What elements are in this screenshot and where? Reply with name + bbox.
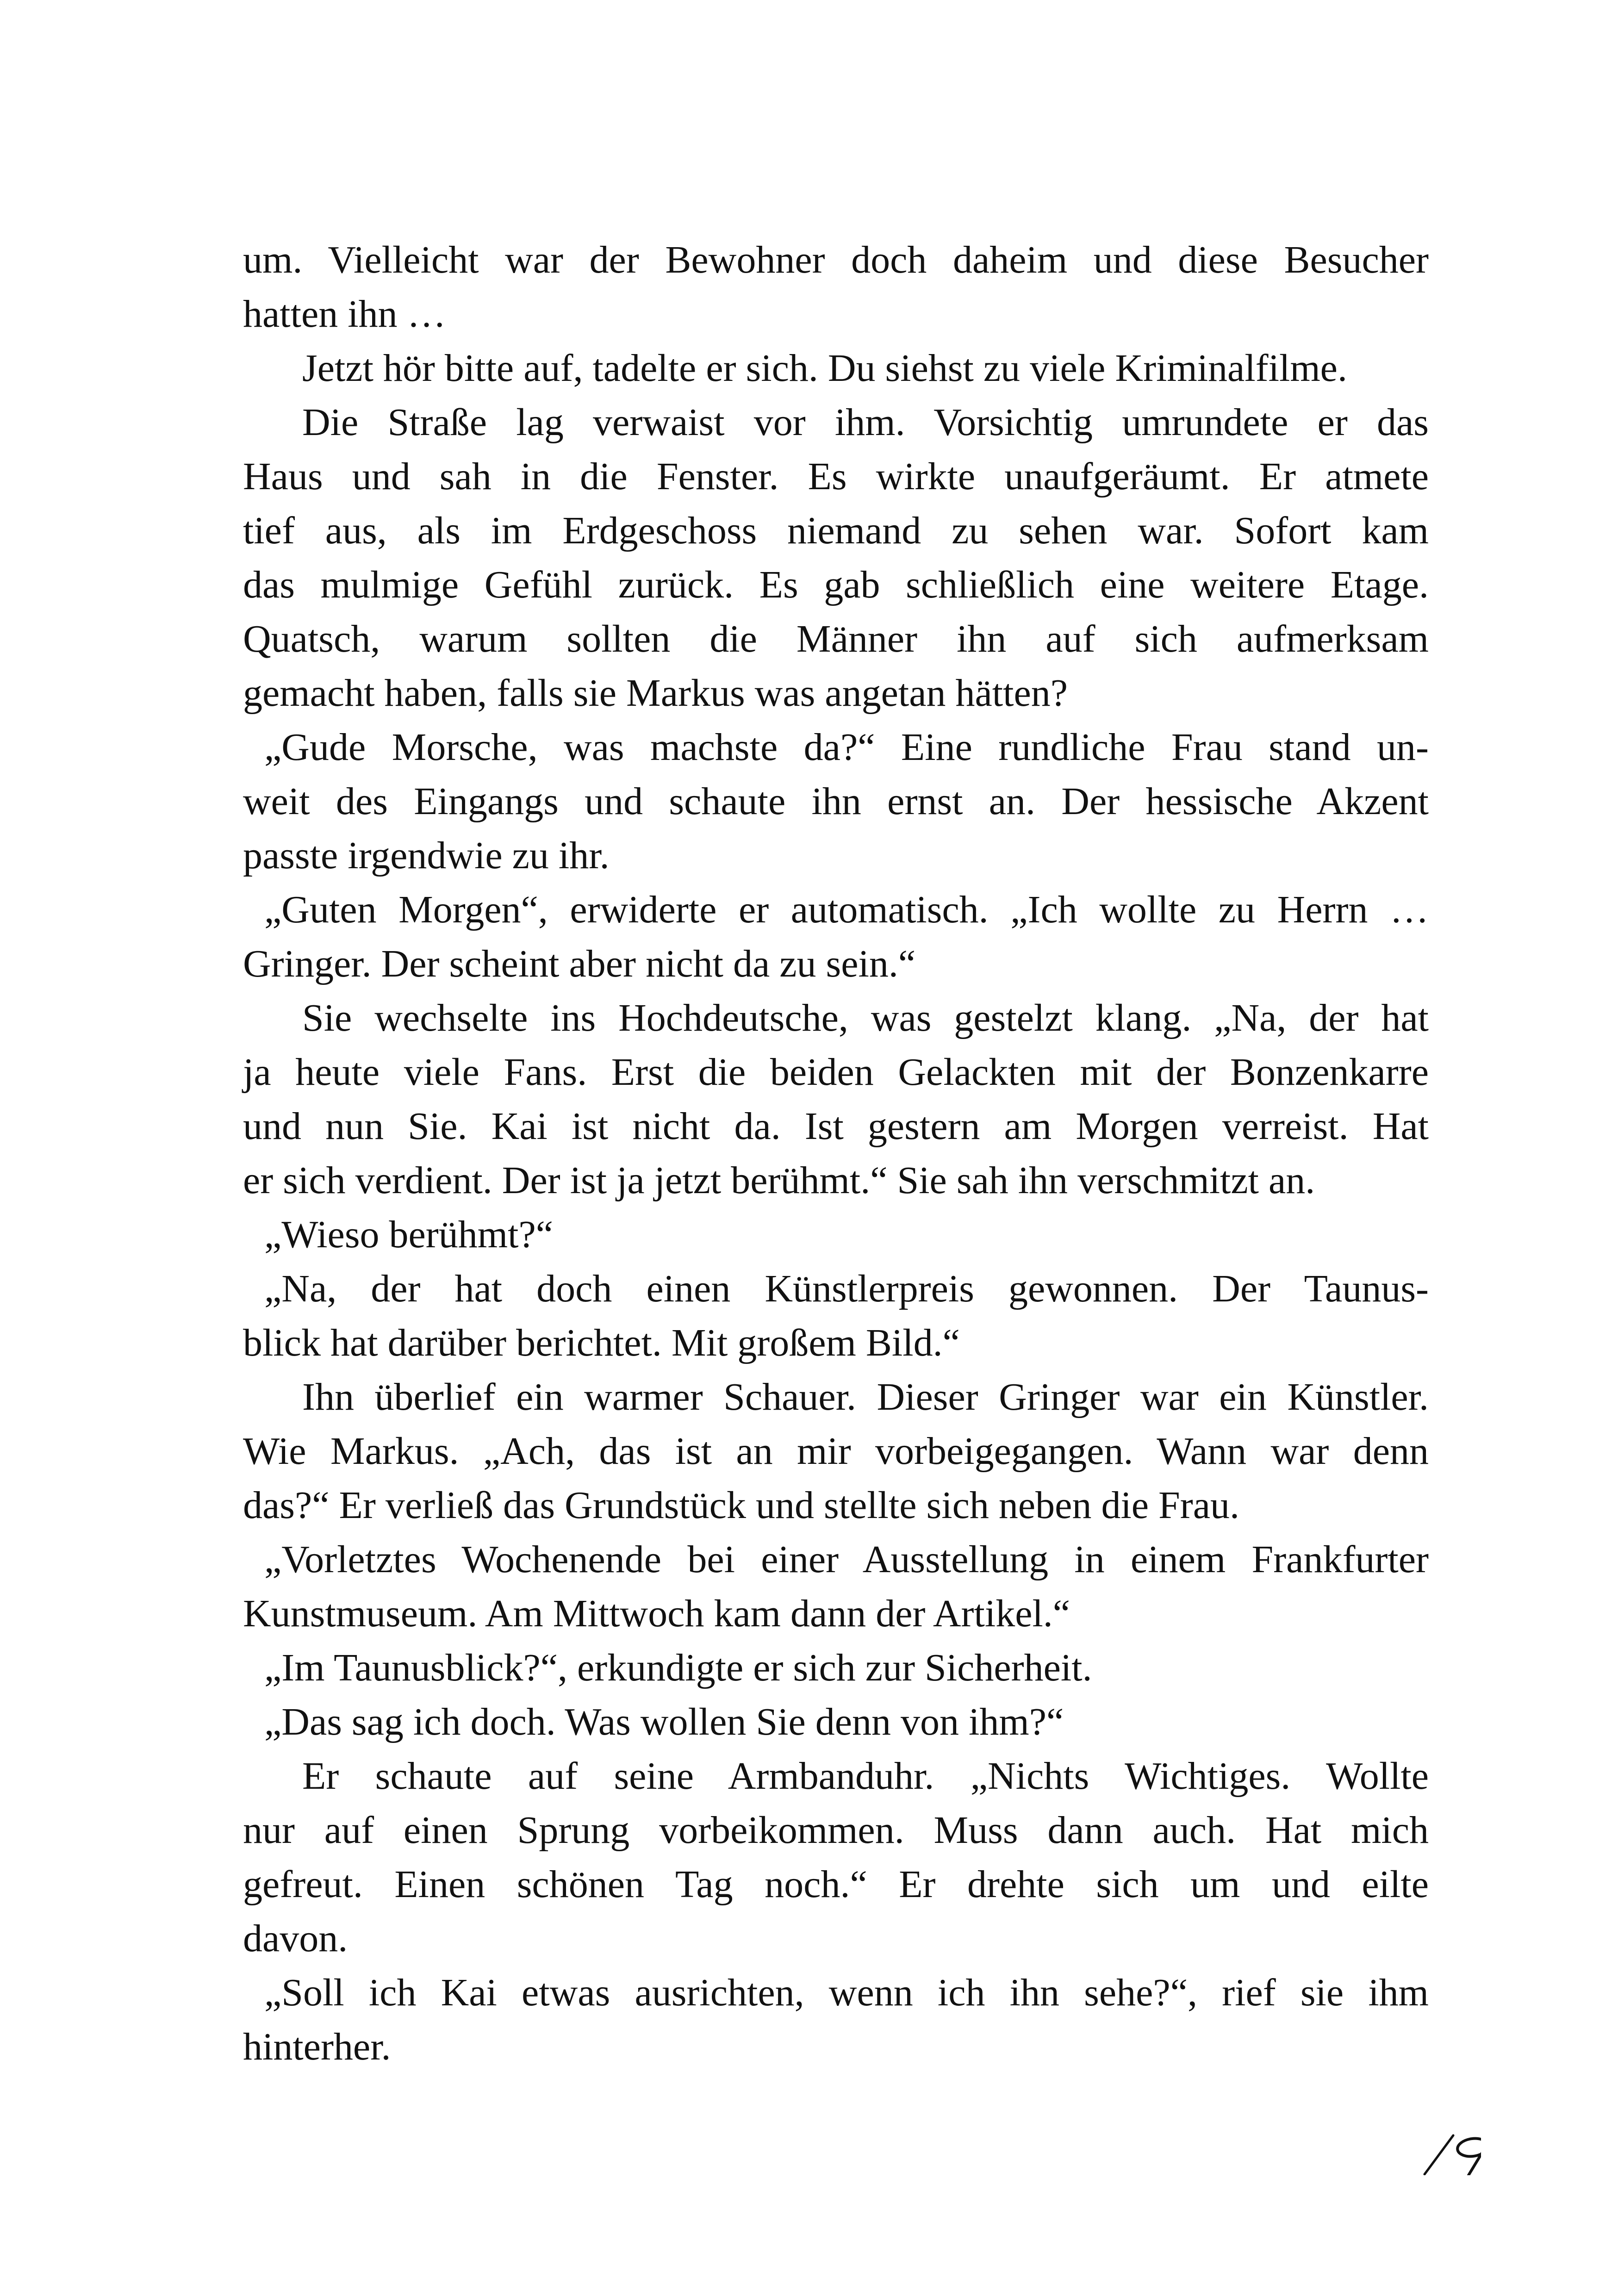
- paragraph: [243, 720, 1429, 883]
- text-line: nur auf einen Sprung vorbeikommen. Muss dann auch. Hat mich: [243, 1809, 1429, 1852]
- text-line: Wie Markus. „Ach, das ist an mir vorbeigegangen. Wann war denn: [243, 1430, 1429, 1473]
- text-line: „Gude Morsche, was machste da?“ Eine rundliche Frau stand un-: [264, 726, 1429, 769]
- paragraph: [243, 1749, 1429, 1966]
- text-line: ja heute viele Fans. Erst die beiden Gelackten mit der Bonzenkarre: [243, 1051, 1429, 1094]
- text-line: er sich verdient. Der ist ja jetzt berühmt.“ Sie sah ihn verschmitzt an.: [243, 1159, 1315, 1202]
- text-line: das?“ Er verließ das Grundstück und stellte sich neben die Frau.: [243, 1484, 1240, 1527]
- page-number-handwritten: [1416, 2124, 1481, 2175]
- text-line: „Vorletztes Wochenende bei einer Ausstellung in einem Frankfurter: [264, 1538, 1429, 1581]
- text-line: Er schaute auf seine Armbanduhr. „Nichts Wichtiges. Wollte: [302, 1755, 1429, 1798]
- paragraph: [243, 1370, 1429, 1532]
- text-line: Jetzt hör bitte auf, tadelte er sich. Du siehst zu viele Kriminalfilme.: [302, 347, 1347, 390]
- paragraph: [243, 1532, 1429, 1641]
- text-line: gefreut. Einen schönen Tag noch.“ Er drehte sich um und eilte: [243, 1863, 1429, 1906]
- text-line: Die Straße lag verwaist vor ihm. Vorsichtig umrundete er das: [302, 401, 1429, 444]
- paragraph: [243, 1966, 1429, 2074]
- paragraph: [243, 1695, 1429, 1749]
- text-line: „Soll ich Kai etwas ausrichten, wenn ich ihn sehe?“, rief sie ihm: [264, 1971, 1429, 2014]
- text-line: Ihn überlief ein warmer Schauer. Dieser Gringer war ein Künstler.: [302, 1375, 1429, 1419]
- text-line: weit des Eingangs und schaute ihn ernst an. Der hessische Akzent: [243, 780, 1429, 823]
- paragraph: [243, 233, 1429, 341]
- text-line: „Das sag ich doch. Was wollen Sie denn von ihm?“: [264, 1700, 1064, 1743]
- text-line: Gringer. Der scheint aber nicht da zu sein.“: [243, 942, 916, 985]
- paragraph: [243, 991, 1429, 1207]
- body-text: [243, 233, 1429, 2074]
- text-line: und nun Sie. Kai ist nicht da. Ist gestern am Morgen verreist. Hat: [243, 1105, 1429, 1148]
- text-line: davon.: [243, 1917, 348, 1960]
- text-line: „Na, der hat doch einen Künstlerpreis gewonnen. Der Taunus-: [264, 1267, 1429, 1310]
- text-line: blick hat darüber berichtet. Mit großem Bild.“: [243, 1321, 960, 1364]
- text-line: Quatsch, warum sollten die Männer ihn auf sich aufmerksam: [243, 617, 1429, 660]
- text-line: „Guten Morgen“, erwiderte er automatisch. „Ich wollte zu Herrn …: [264, 888, 1429, 931]
- text-line: hinterher.: [243, 2025, 391, 2068]
- text-line: Haus und sah in die Fenster. Es wirkte unaufgeräumt. Er atmete: [243, 455, 1429, 498]
- text-line: Kunstmuseum. Am Mittwoch kam dann der Artikel.“: [243, 1592, 1070, 1635]
- text-line: passte irgendwie zu ihr.: [243, 834, 610, 877]
- text-line: „Wieso berühmt?“: [264, 1213, 554, 1256]
- paragraph: [243, 1207, 1429, 1262]
- text-line: das mulmige Gefühl zurück. Es gab schließlich eine weitere Etage.: [243, 563, 1429, 606]
- text-line: tief aus, als im Erdgeschoss niemand zu sehen war. Sofort kam: [243, 509, 1429, 552]
- paragraph: [243, 1641, 1429, 1695]
- text-line: um. Vielleicht war der Bewohner doch daheim und diese Besucher: [243, 238, 1429, 281]
- paragraph: [243, 341, 1429, 395]
- paragraph: [243, 883, 1429, 991]
- paragraph: [243, 1262, 1429, 1370]
- text-line: „Im Taunusblick?“, erkundigte er sich zur Sicherheit.: [264, 1646, 1092, 1689]
- text-line: Sie wechselte ins Hochdeutsche, was gestelzt klang. „Na, der hat: [302, 996, 1429, 1039]
- text-line: gemacht haben, falls sie Markus was angetan hätten?: [243, 672, 1068, 715]
- paragraph: [243, 395, 1429, 720]
- text-line: hatten ihn …: [243, 292, 446, 336]
